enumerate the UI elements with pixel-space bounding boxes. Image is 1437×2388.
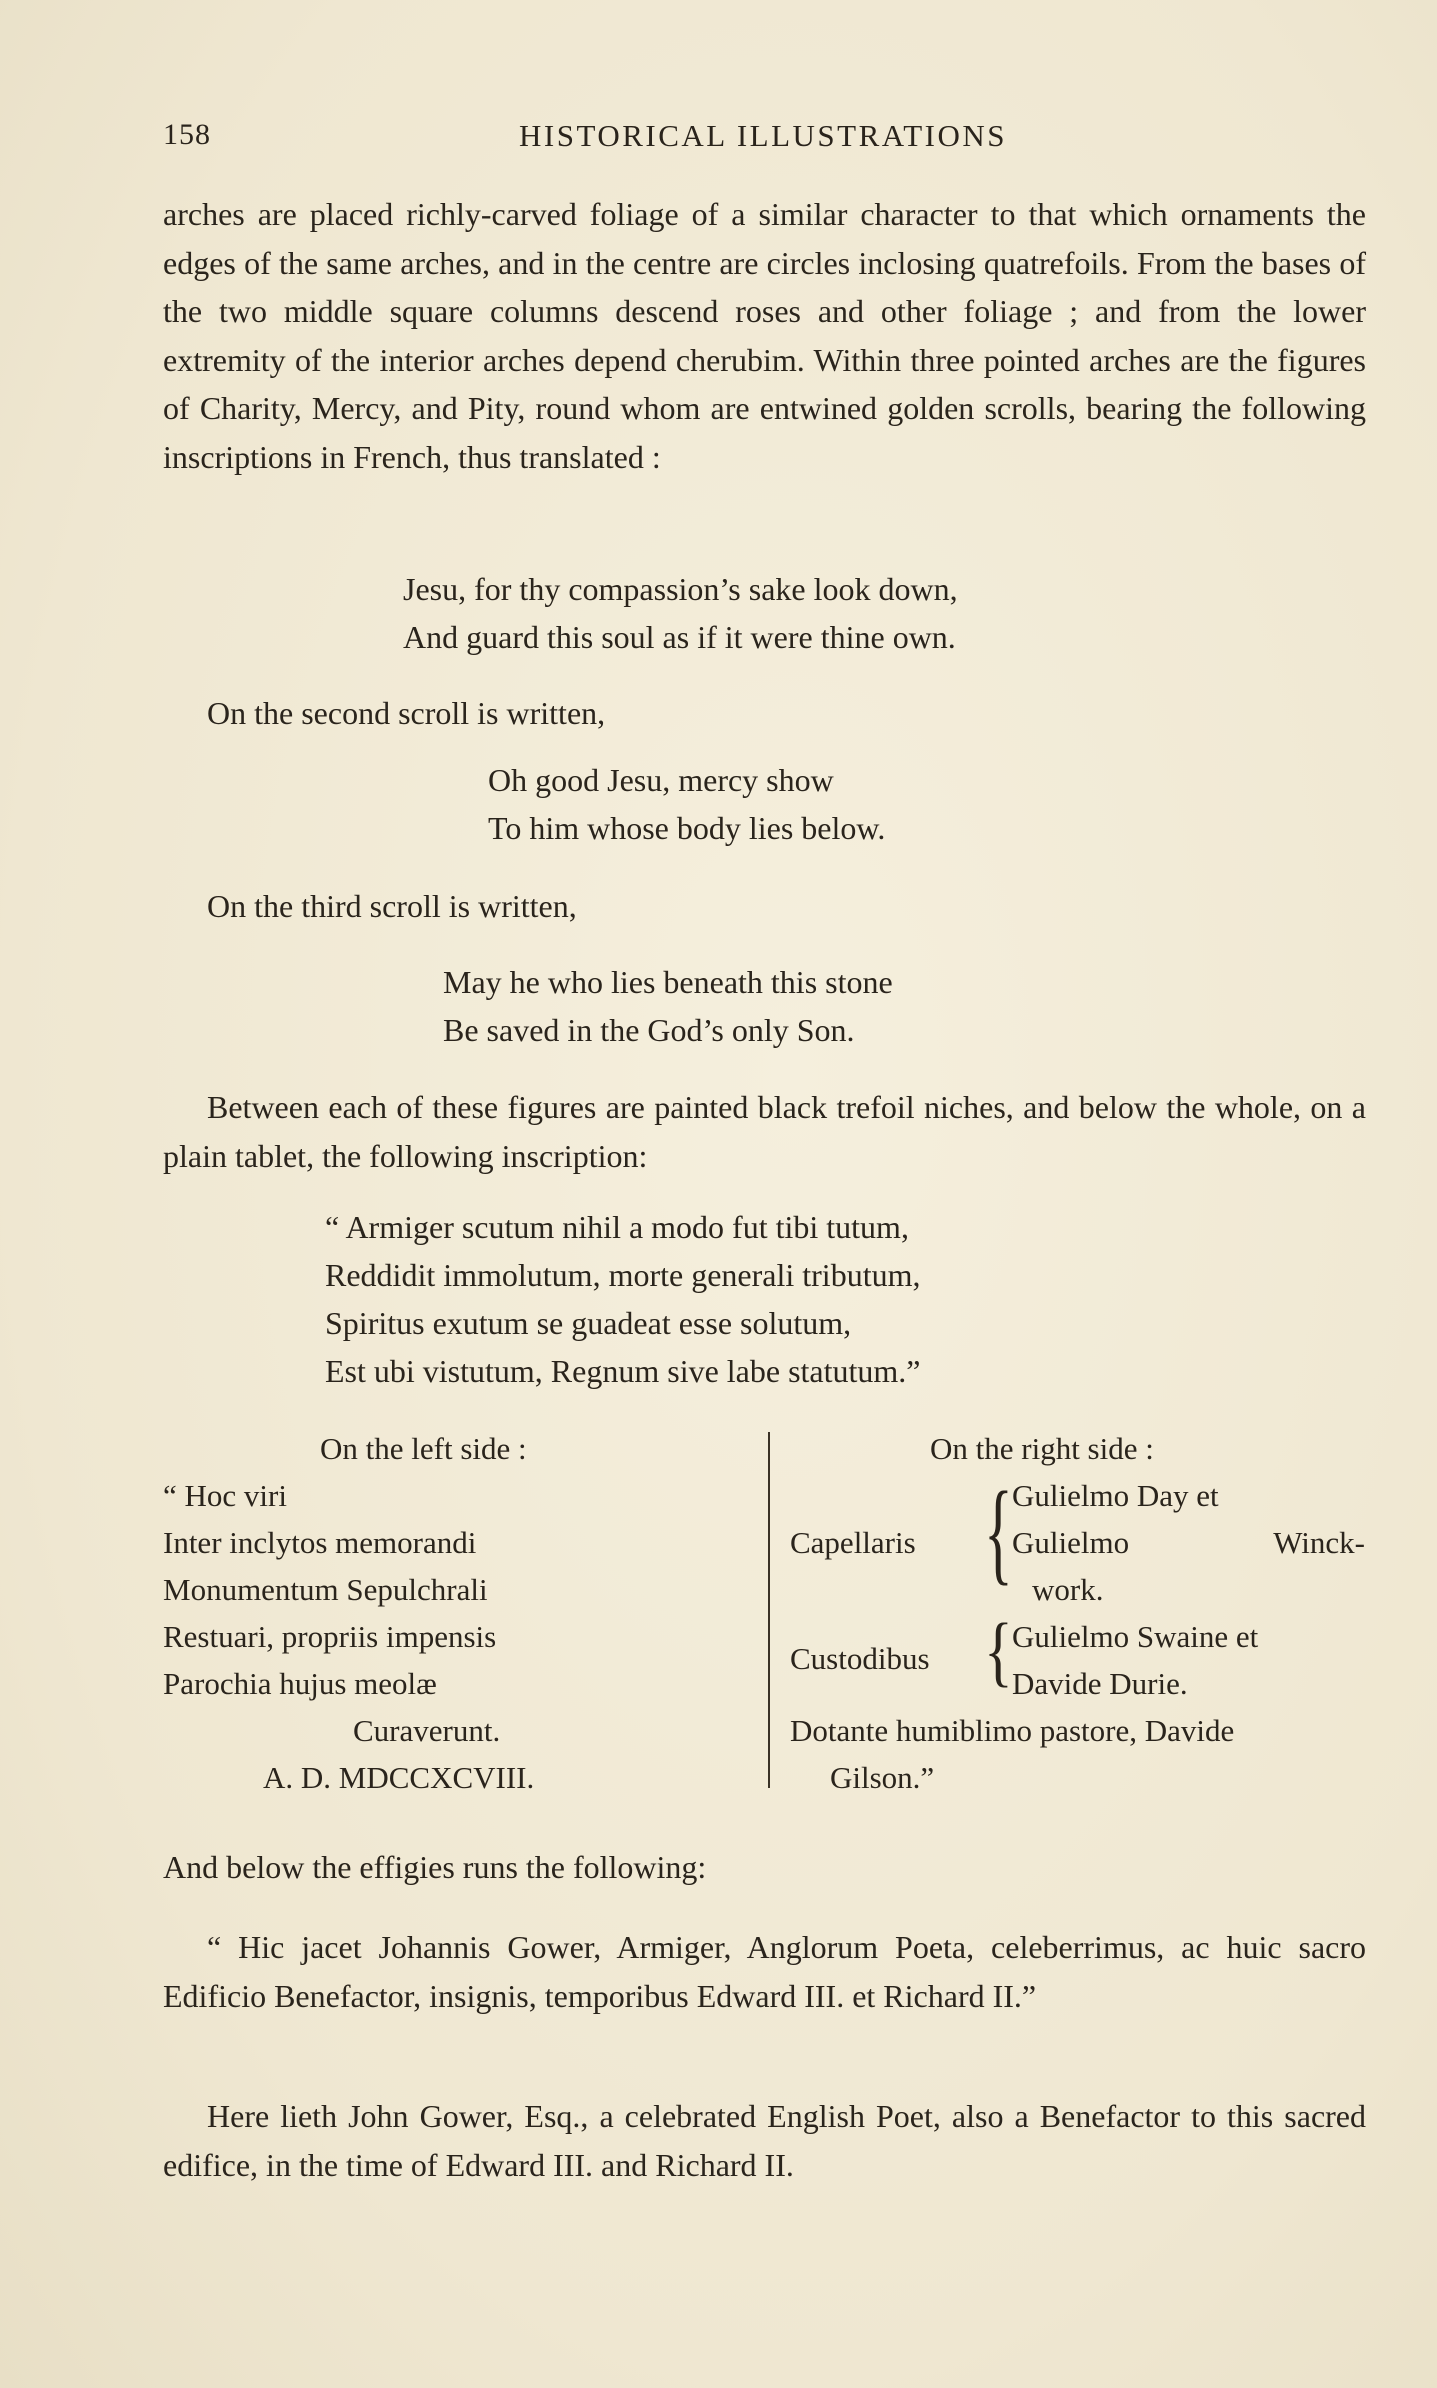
verse-line: Est ubi vistutum, Regnum sive labe statutum.”	[325, 1353, 921, 1389]
lead-second-scroll: On the second scroll is written,	[207, 695, 606, 731]
left-side-heading: On the left side :	[320, 1431, 527, 1466]
verse-line: May he who lies beneath this stone	[443, 964, 893, 1000]
page-header	[163, 118, 1363, 158]
capellaris-line: work.	[1032, 1572, 1104, 1607]
capellaris-group	[790, 1469, 1365, 1613]
column-divider	[768, 1432, 770, 1788]
verse-line: Be saved in the God’s only Son.	[443, 1012, 855, 1048]
capellaris-word: Gulielmo	[1012, 1525, 1130, 1560]
left-brace-icon: {	[984, 1469, 1013, 1595]
capellaris-label: Capellaris	[790, 1525, 916, 1560]
inscription-line: Inter inclytos memorandi	[163, 1525, 477, 1560]
dotante-line: Dotante humiblimo pastore, Davide	[790, 1713, 1235, 1748]
verse-line: “ Armiger scutum nihil a modo fut tibi tutum,	[325, 1209, 909, 1245]
custodibus-label: Custodibus	[790, 1641, 930, 1676]
verse-line: Oh good Jesu, mercy show	[488, 762, 834, 798]
inscription-line: Monumentum Sepulchrali	[163, 1572, 488, 1607]
capellaris-word: Winck-	[1273, 1525, 1365, 1560]
paragraph-arches: arches are placed richly-carved foliage of a similar character to that which ornaments the edges of the same arches, and in the centre are circles inclosing quatrefoils. From the bases of the two middle square columns descend roses and other foliage ; and from the lower extremity of the interior arches depend cherubim. Within three pointed arches are the figures of Charity, Mercy, and Pity, round whom are entwined golden scrolls, bearing the following inscriptions in French, thus translated :	[163, 196, 1366, 475]
paragraph-trefoil-niches: Between each of these figures are painted black trefoil niches, and below the whole, on a plain tablet, the following inscription:	[163, 1089, 1366, 1174]
verse-first-scroll	[403, 565, 958, 661]
right-side-heading: On the right side :	[930, 1431, 1154, 1466]
inscription-line: “ Hoc viri	[163, 1478, 287, 1513]
left-brace-icon: {	[984, 1608, 1013, 1694]
latin-inscription	[325, 1203, 921, 1395]
inscription-date: A. D. MDCCXCVIII.	[263, 1760, 535, 1795]
verse-line: Jesu, for thy compassion’s sake look down,	[403, 571, 958, 607]
verse-second-scroll	[488, 756, 885, 852]
paragraph-effigies: And below the effigies runs the following:	[163, 1849, 707, 1885]
gilson-line: Gilson.”	[830, 1760, 935, 1795]
inscription-line: Restuari, propriis impensis	[163, 1619, 497, 1654]
custodibus-names	[1012, 1613, 1365, 1707]
custodibus-line: Gulielmo Swaine et	[1012, 1619, 1259, 1654]
verse-third-scroll	[443, 958, 893, 1054]
capellaris-line	[1012, 1519, 1365, 1566]
left-side-inscription	[163, 1425, 763, 1801]
verse-line: To him whose body lies below.	[488, 810, 886, 846]
right-side-inscription	[790, 1425, 1365, 1801]
inscription-line: Parochia hujus meolæ	[163, 1666, 437, 1701]
custodibus-line: Davide Durie.	[1012, 1666, 1188, 1701]
lead-third-scroll: On the third scroll is written,	[207, 888, 577, 924]
latin-epitaph: “ Hic jacet Johannis Gower, Armiger, Anglorum Poeta, celeberrimus, ac huic sacro Edificio Benefactor, insignis, temporibus Edward III. et Richard II.”	[163, 1929, 1366, 2014]
english-epitaph: Here lieth John Gower, Esq., a celebrated English Poet, also a Benefactor to this sacred edifice, in the time of Edward III. and Richard II.	[163, 2098, 1366, 2183]
verse-line: And guard this soul as if it were thine own.	[403, 619, 956, 655]
verse-line: Spiritus exutum se guadeat esse solutum,	[325, 1305, 852, 1341]
capellaris-names	[1012, 1472, 1365, 1613]
capellaris-line: Gulielmo Day et	[1012, 1478, 1219, 1513]
inscription-curaverunt: Curaverunt.	[353, 1713, 501, 1748]
running-head: HISTORICAL ILLUSTRATIONS	[519, 118, 1007, 153]
custodibus-group	[790, 1608, 1365, 1707]
verse-line: Reddidit immolutum, morte generali tributum,	[325, 1257, 921, 1293]
page-number: 158	[163, 118, 211, 151]
